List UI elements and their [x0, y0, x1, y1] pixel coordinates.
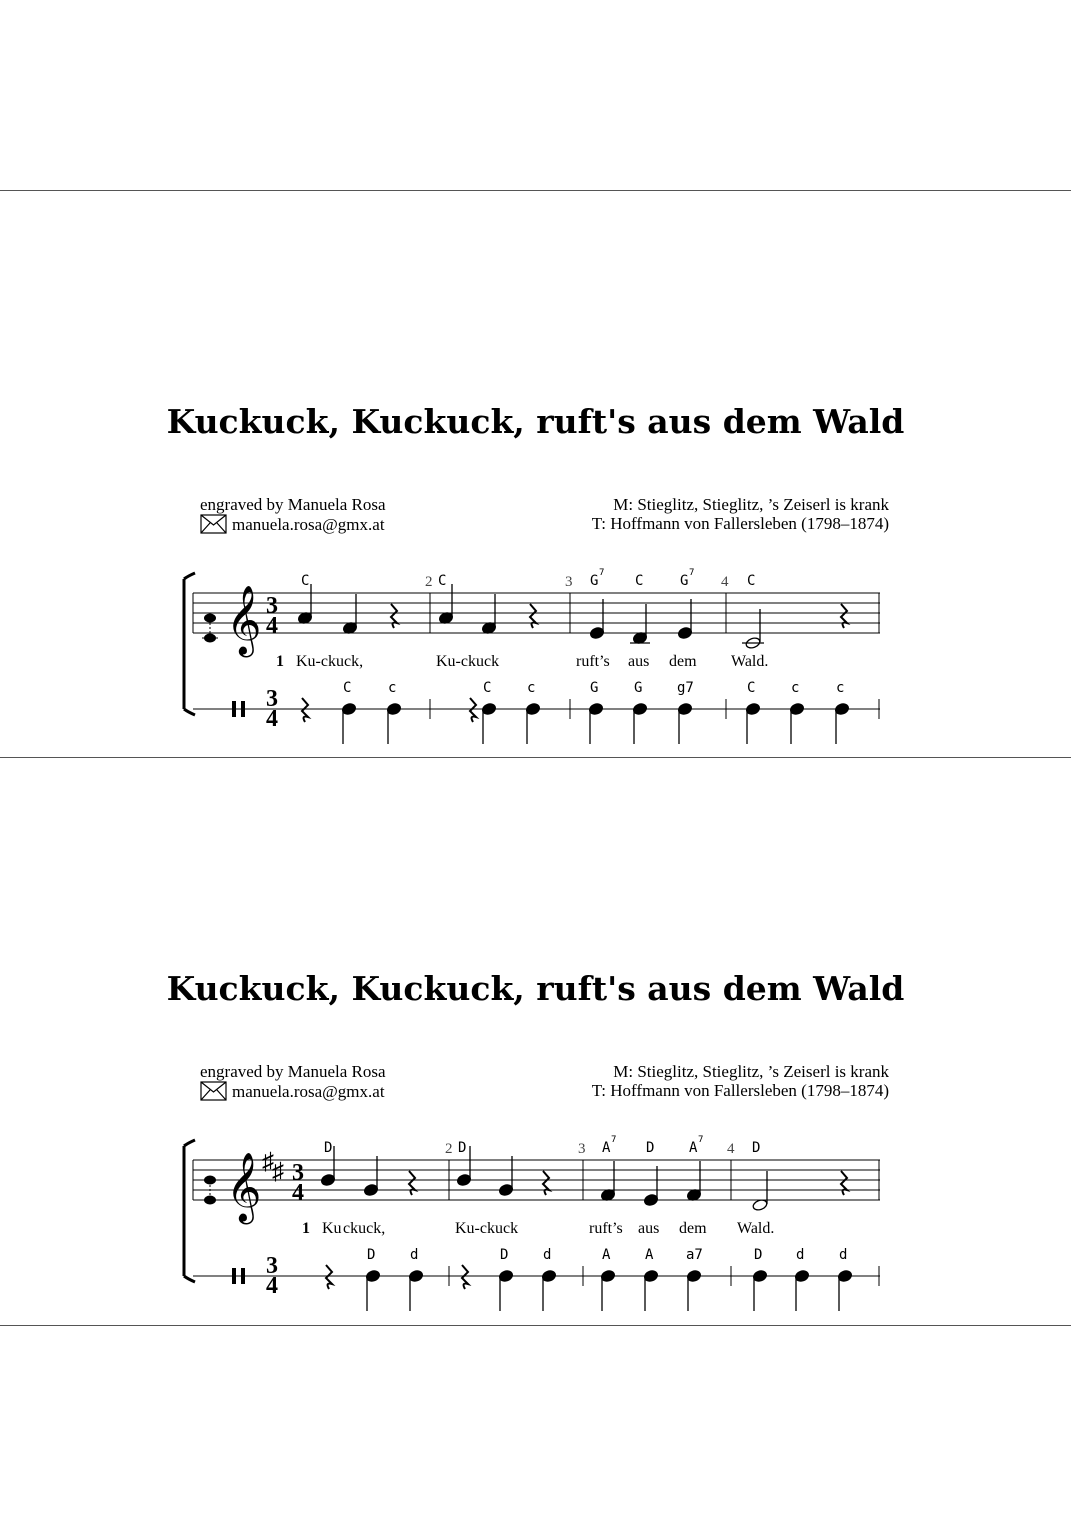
lyric: Ku — [322, 1220, 342, 1237]
chord-symbol: C — [635, 573, 644, 589]
chord-symbol: C — [747, 573, 756, 589]
measure-number: 3 — [565, 574, 573, 590]
bass-chord: D — [367, 1247, 376, 1263]
treble-clef: 𝄞 — [226, 587, 262, 653]
bass-chord: c — [527, 680, 536, 696]
chord-seventh: 7 — [599, 568, 605, 578]
engraver-info — [200, 495, 386, 534]
bass-chord: G — [590, 680, 599, 696]
rests — [391, 604, 847, 628]
bass-chord: A — [645, 1247, 654, 1263]
song-title: Kuckuck, Kuckuck, ruft's aus dem Wald — [166, 969, 905, 1008]
song-title: Kuckuck, Kuckuck, ruft's aus dem Wald — [166, 402, 905, 441]
bottom-divider — [0, 1325, 1071, 1326]
bass-chord: c — [791, 680, 800, 696]
score-system-1 — [0, 568, 1071, 732]
bass-chord: D — [500, 1247, 509, 1263]
chord-symbol: A — [602, 1140, 611, 1156]
time-sig-top: 3 — [266, 686, 278, 712]
measure-number: 4 — [721, 574, 729, 590]
melody-credit: M: Stieglitz, Stieglitz, ’s Zeiserl is krank — [613, 495, 889, 514]
time-sig-bottom: 4 — [266, 613, 278, 639]
lyric: aus — [638, 1220, 660, 1237]
chord-symbol: C — [438, 573, 447, 589]
lyric: ruft’s — [576, 653, 610, 670]
chord-seventh: 7 — [689, 568, 695, 578]
lyric: Ku-ckuck, — [296, 653, 364, 670]
measure-number: 2 — [445, 1141, 453, 1157]
email-row[interactable] — [200, 514, 386, 534]
bass-chord: c — [836, 680, 845, 696]
melody-notes — [320, 1146, 768, 1212]
time-sig-top: 3 — [292, 1160, 304, 1186]
bass-chord: c — [388, 680, 397, 696]
email-address[interactable]: manuela.rosa@gmx.at — [232, 1081, 385, 1101]
envelope-icon — [200, 514, 227, 534]
credits — [592, 495, 889, 533]
score-system-2 — [0, 1135, 1071, 1299]
bass-chord: C — [343, 680, 352, 696]
bass-chord: A — [602, 1247, 611, 1263]
bass-chord: C — [747, 680, 756, 696]
credits — [592, 1062, 889, 1100]
bass-chord: D — [754, 1247, 763, 1263]
engraver-info — [200, 1062, 386, 1101]
lyric: aus — [628, 653, 650, 670]
measure-number: 2 — [425, 574, 433, 590]
rhythm-rests — [326, 1265, 468, 1289]
lyric: Ku-ckuck — [436, 653, 500, 670]
verse-number: 1 — [302, 1220, 310, 1237]
measure-number: 4 — [727, 1141, 735, 1157]
lyric: Wald. — [731, 653, 769, 670]
bass-chord: d — [839, 1247, 848, 1263]
bass-chord: g7 — [677, 680, 694, 696]
chord-symbol: C — [301, 573, 310, 589]
email-address[interactable]: manuela.rosa@gmx.at — [232, 514, 385, 534]
bass-chord: d — [543, 1247, 552, 1263]
bass-chord: G — [634, 680, 643, 696]
chord-symbol: G — [590, 573, 599, 589]
verse-number: 1 — [276, 653, 284, 670]
svg-text:♯: ♯ — [262, 1149, 274, 1175]
text-credit: T: Hoffmann von Fallersleben (1798–1874) — [591, 1081, 889, 1100]
bass-chord: C — [483, 680, 492, 696]
chord-symbol: D — [752, 1140, 761, 1156]
measure-number: 3 — [578, 1141, 586, 1157]
chord-seventh: 7 — [611, 1135, 617, 1145]
treble-clef: 𝄞 — [226, 1154, 262, 1220]
chord-symbol: D — [646, 1140, 655, 1156]
time-sig-top: 3 — [266, 593, 278, 619]
bass-chord: d — [410, 1247, 419, 1263]
lyric: dem — [669, 653, 697, 670]
lyric: dem — [679, 1220, 707, 1237]
chord-symbol: A — [689, 1140, 698, 1156]
treble-staff — [193, 593, 880, 633]
ambitus — [202, 614, 218, 643]
time-sig-bottom: 4 — [266, 706, 278, 732]
lyric: ruft’s — [589, 1220, 623, 1237]
envelope-icon — [200, 1081, 227, 1101]
lyric: ckuck, — [343, 1220, 386, 1237]
lyric: Wald. — [737, 1220, 775, 1237]
engraved-by: engraved by Manuela Rosa — [200, 1062, 386, 1081]
time-sig-bottom: 4 — [266, 1273, 278, 1299]
chord-symbol: D — [324, 1140, 333, 1156]
chord-symbol: D — [458, 1140, 467, 1156]
chord-symbol: G — [680, 573, 689, 589]
melody-credit: M: Stieglitz, Stieglitz, ’s Zeiserl is krank — [613, 1062, 889, 1081]
rhythm-staff — [193, 1266, 880, 1286]
bass-chord: d — [796, 1247, 805, 1263]
chord-seventh: 7 — [698, 1135, 704, 1145]
email-row[interactable] — [200, 1081, 386, 1101]
lyric: Ku-ckuck — [455, 1220, 519, 1237]
rests — [409, 1171, 847, 1195]
middle-divider — [0, 757, 1071, 758]
engraved-by: engraved by Manuela Rosa — [200, 495, 386, 514]
time-sig-bottom: 4 — [292, 1180, 304, 1206]
time-sig-top: 3 — [266, 1253, 278, 1279]
svg-text:♯: ♯ — [272, 1159, 284, 1185]
text-credit: T: Hoffmann von Fallersleben (1798–1874) — [591, 514, 889, 533]
top-divider — [0, 190, 1071, 191]
bass-chord: a7 — [686, 1247, 703, 1263]
